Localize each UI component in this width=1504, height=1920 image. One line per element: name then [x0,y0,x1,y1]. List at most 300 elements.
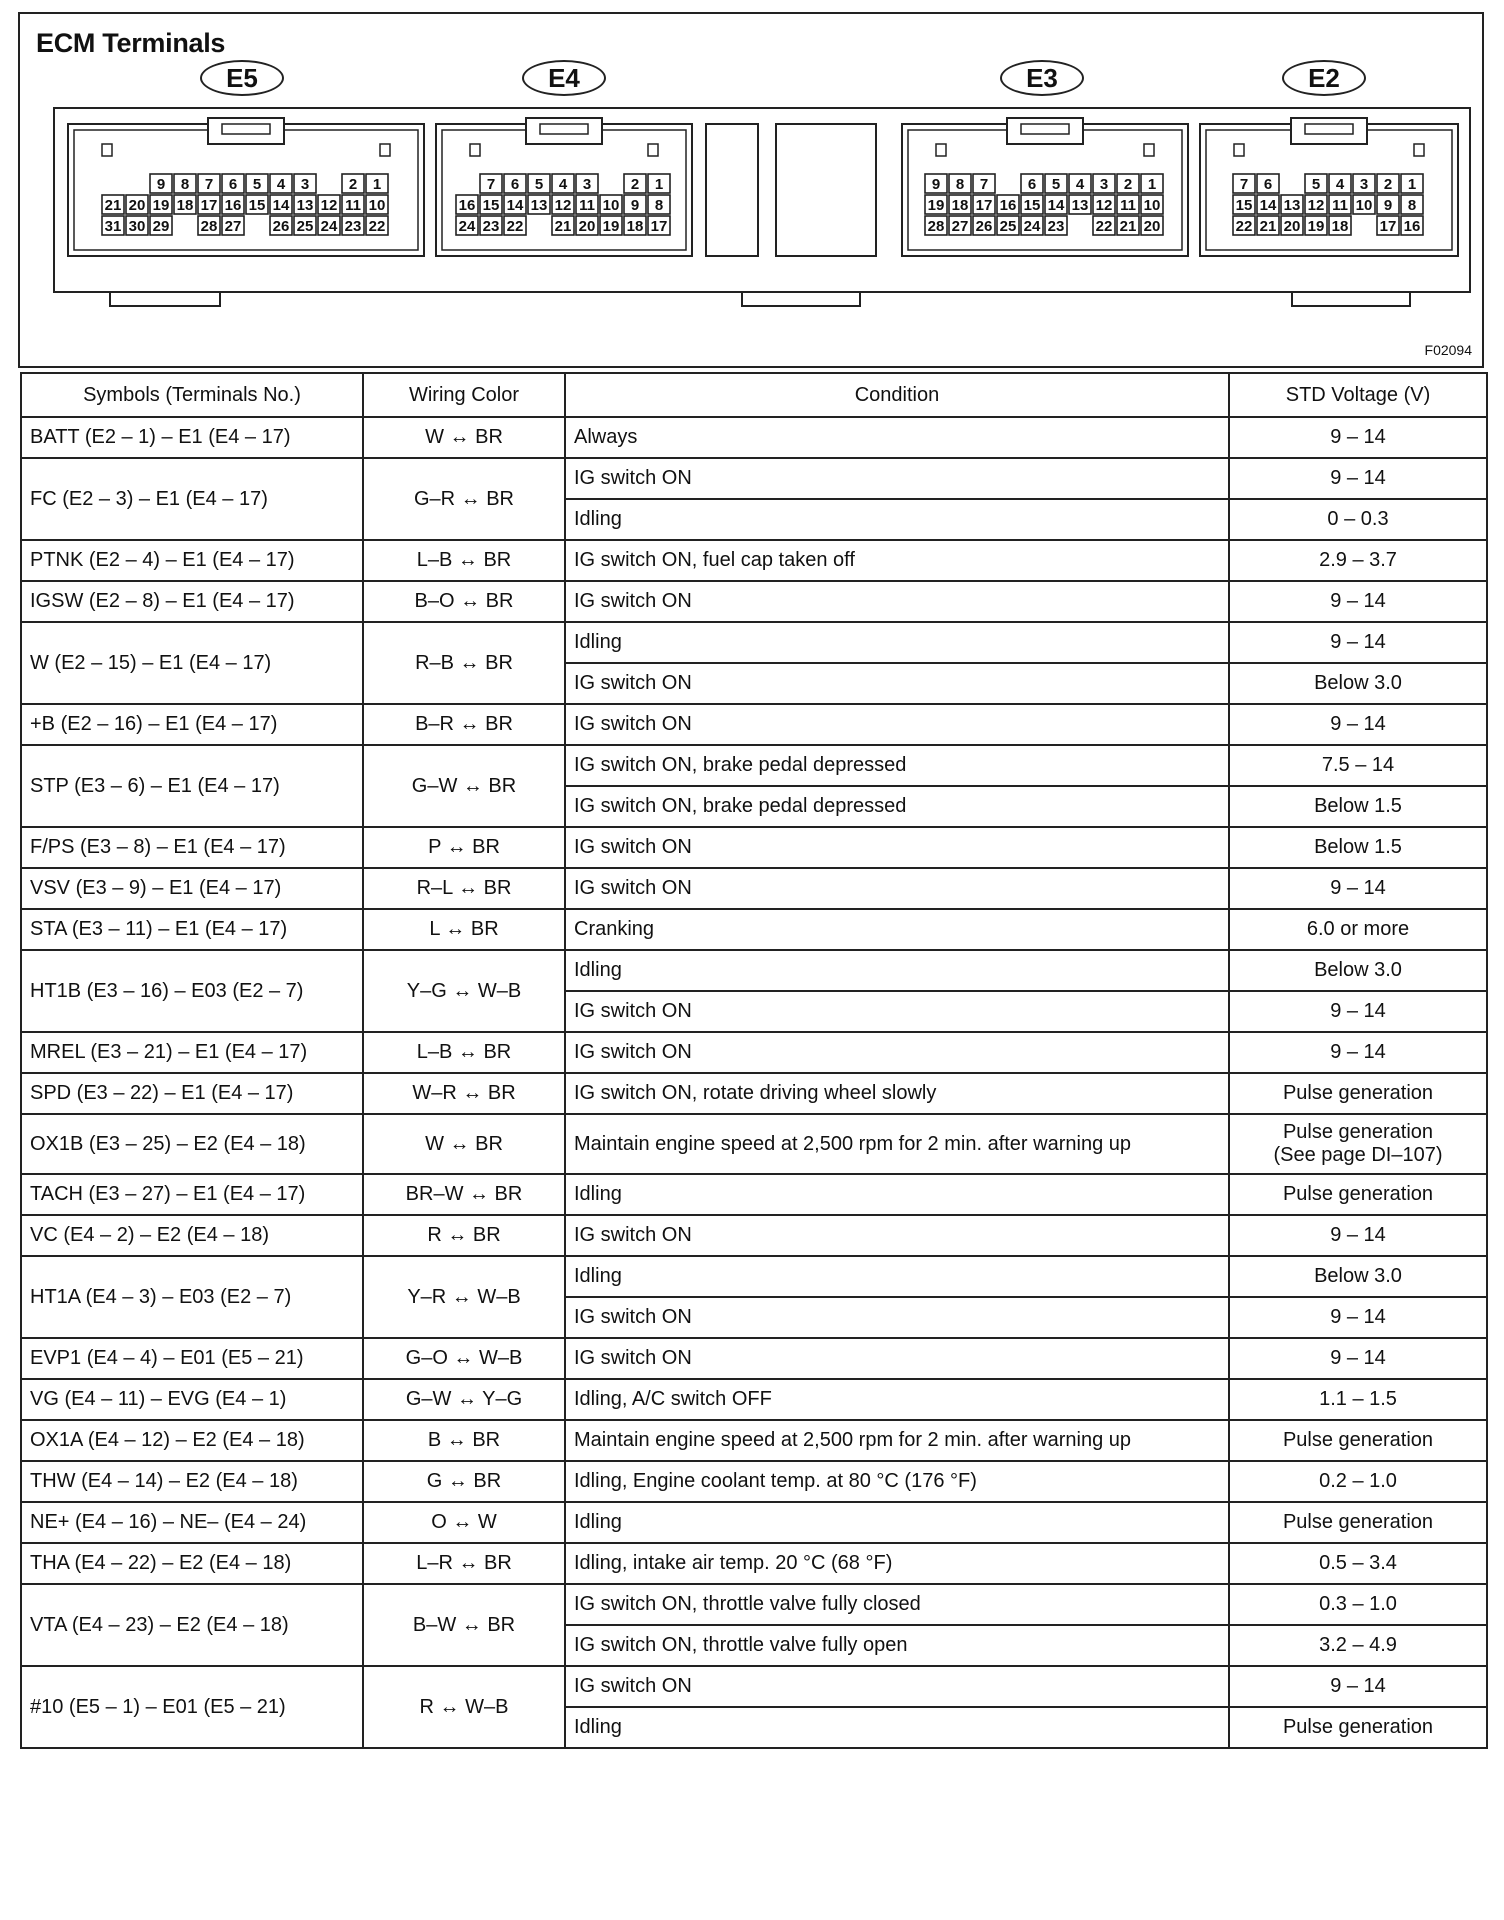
cell-condition: Idling, Engine coolant temp. at 80 °C (176 °F) [565,1461,1229,1502]
pin-number: 22 [368,218,386,235]
cell-std-voltage [1229,1502,1487,1543]
cell-symbol: IGSW (E2 – 8) – E1 (E4 – 17) [21,581,363,622]
pin-number: 27 [224,218,242,235]
cell-std-voltage [1229,1461,1487,1502]
cell-symbol: HT1A (E4 – 3) – E03 (E2 – 7) [21,1256,363,1338]
cell-symbol: VTA (E4 – 23) – E2 (E4 – 18) [21,1584,363,1666]
cell-symbol: VC (E4 – 2) – E2 (E4 – 18) [21,1215,363,1256]
cell-std-voltage [1229,827,1487,868]
connector-label-e2: E2 [1282,60,1366,96]
pin-number: 20 [1283,218,1301,235]
pin-number: 15 [1235,197,1253,214]
cell-std-voltage [1229,1707,1487,1748]
voltage-value: Pulse generation [1282,1511,1434,1533]
voltage-value: 9 – 14 [1330,1306,1386,1328]
cell-wiring-color: G–W ↔ Y–G [363,1379,565,1420]
pin-number: 26 [975,218,993,235]
pin-number: 3 [1099,176,1109,193]
voltage-value: Below 3.0 [1314,959,1402,981]
cell-std-voltage [1229,663,1487,704]
pin-number: 13 [530,197,548,214]
pin-number: 6 [510,176,520,193]
cell-wiring-color: B–O ↔ BR [363,581,565,622]
housing-tab [110,292,220,306]
cell-condition: Idling [565,1707,1229,1748]
cell-wiring-color: B–R ↔ BR [363,704,565,745]
table-row [21,540,1487,581]
pin-number: 21 [554,218,572,235]
pin-number: 13 [296,197,314,214]
voltage-value: Below 1.5 [1314,795,1402,817]
connector-e3 [902,118,1188,256]
cell-condition: Cranking [565,909,1229,950]
cell-condition: IG switch ON [565,1297,1229,1338]
cell-symbol: W (E2 – 15) – E1 (E4 – 17) [21,622,363,704]
voltage-value: 0.5 – 3.4 [1319,1552,1397,1574]
header-std-voltage: STD Voltage (V) [1229,373,1487,417]
cell-symbol: FC (E2 – 3) – E1 (E4 – 17) [21,458,363,540]
pin-number: 12 [320,197,338,214]
blank-block [706,124,758,256]
cell-condition: IG switch ON [565,663,1229,704]
pin-number: 30 [128,218,146,235]
pin-number: 9 [156,176,166,193]
pin-number: 13 [1071,197,1089,214]
connector-e4 [436,118,692,256]
cell-condition: IG switch ON [565,1338,1229,1379]
cell-wiring-color: G ↔ BR [363,1461,565,1502]
table-row [21,1584,1487,1625]
cell-symbol: NE+ (E4 – 16) – NE– (E4 – 24) [21,1502,363,1543]
table-row [21,1461,1487,1502]
table-row [21,950,1487,991]
table-row [21,745,1487,786]
voltage-value: 0.2 – 1.0 [1319,1470,1397,1492]
connector-peg [380,144,390,156]
pin-number: 26 [272,218,290,235]
pin-number: 5 [1311,176,1321,193]
cell-wiring-color: BR–W ↔ BR [363,1174,565,1215]
cell-condition: IG switch ON [565,1215,1229,1256]
voltage-note: (See page DI–107) [1273,1144,1443,1166]
cell-symbol: OX1A (E4 – 12) – E2 (E4 – 18) [21,1420,363,1461]
cell-wiring-color: B–W ↔ BR [363,1584,565,1666]
pin-number: 15 [482,197,500,214]
cell-wiring-color: B ↔ BR [363,1420,565,1461]
pin-number: 14 [1259,197,1277,214]
pin-number: 27 [951,218,969,235]
cell-std-voltage [1229,540,1487,581]
voltage-value: 9 – 14 [1330,1347,1386,1369]
pin-number: 8 [654,197,664,214]
cell-std-voltage [1229,1420,1487,1461]
cell-std-voltage [1229,581,1487,622]
pin-number: 17 [1379,218,1397,235]
table-header-row [21,373,1487,417]
pin-number: 16 [999,197,1017,214]
pin-number: 11 [579,197,595,214]
connector-label-e5: E5 [200,60,284,96]
cell-std-voltage [1229,1032,1487,1073]
cell-condition: Idling, intake air temp. 20 °C (68 °F) [565,1543,1229,1584]
pin-number: 23 [1047,218,1065,235]
cell-std-voltage [1229,868,1487,909]
connector-latch [208,118,284,144]
cell-wiring-color: Y–G ↔ W–B [363,950,565,1032]
table-row [21,1073,1487,1114]
voltage-value: 7.5 – 14 [1321,754,1395,776]
voltage-value: 3.2 – 4.9 [1319,1634,1397,1656]
table-row [21,1114,1487,1174]
pin-number: 3 [582,176,592,193]
pin-number: 2 [1123,176,1133,193]
table-row [21,1174,1487,1215]
cell-condition: Maintain engine speed at 2,500 rpm for 2 min. after warning up [565,1114,1229,1174]
pin-number: 7 [204,176,214,193]
table-row [21,1543,1487,1584]
pin-number: 15 [1023,197,1041,214]
pin-number: 19 [152,197,170,214]
pin-number: 21 [1259,218,1277,235]
voltage-value: 9 – 14 [1330,1000,1386,1022]
cell-symbol: STP (E3 – 6) – E1 (E4 – 17) [21,745,363,827]
cell-std-voltage [1229,1073,1487,1114]
cell-condition: IG switch ON, rotate driving wheel slowly [565,1073,1229,1114]
voltage-value: Below 3.0 [1314,1265,1402,1287]
table-row [21,1502,1487,1543]
cell-std-voltage [1229,704,1487,745]
cell-wiring-color: L–B ↔ BR [363,540,565,581]
cell-condition: Always [565,417,1229,458]
cell-wiring-color: R–B ↔ BR [363,622,565,704]
cell-wiring-color: G–R ↔ BR [363,458,565,540]
pin-number: 25 [999,218,1017,235]
cell-symbol: SPD (E3 – 22) – E1 (E4 – 17) [21,1073,363,1114]
table-row [21,1666,1487,1707]
table-row [21,1338,1487,1379]
cell-condition: IG switch ON [565,1032,1229,1073]
pin-number: 11 [1120,197,1136,214]
voltage-value: Pulse generation [1282,1082,1434,1104]
cell-wiring-color: G–W ↔ BR [363,745,565,827]
voltage-value: 9 – 14 [1330,877,1386,899]
cell-condition: IG switch ON [565,1666,1229,1707]
connector-latch [526,118,602,144]
cell-condition: IG switch ON, throttle valve fully closed [565,1584,1229,1625]
cell-symbol: +B (E2 – 16) – E1 (E4 – 17) [21,704,363,745]
cell-std-voltage [1229,499,1487,540]
voltage-value: Pulse generation [1282,1121,1434,1143]
connector-peg [102,144,112,156]
pin-number: 7 [486,176,496,193]
table-row [21,868,1487,909]
pin-number: 24 [320,218,338,235]
pin-number: 20 [128,197,146,214]
cell-std-voltage [1229,909,1487,950]
table-body [21,417,1487,1748]
cell-wiring-color: L–R ↔ BR [363,1543,565,1584]
cell-wiring-color: W–R ↔ BR [363,1073,565,1114]
cell-std-voltage [1229,1114,1487,1174]
pin-number: 23 [344,218,362,235]
housing-tab [1292,292,1410,306]
pin-number: 31 [104,218,122,235]
pin-number: 5 [534,176,544,193]
pin-number: 12 [554,197,572,214]
cell-condition: IG switch ON, throttle valve fully open [565,1625,1229,1666]
cell-condition: Idling [565,1502,1229,1543]
cell-symbol: THW (E4 – 14) – E2 (E4 – 18) [21,1461,363,1502]
table-row [21,704,1487,745]
pin-number: 17 [200,197,218,214]
cell-symbol: VSV (E3 – 9) – E1 (E4 – 17) [21,868,363,909]
cell-wiring-color: W ↔ BR [363,1114,565,1174]
pin-number: 17 [650,218,668,235]
cell-condition: IG switch ON [565,458,1229,499]
pin-number: 18 [951,197,969,214]
voltage-value: 9 – 14 [1330,467,1386,489]
cell-condition: IG switch ON, brake pedal depressed [565,786,1229,827]
cell-std-voltage [1229,458,1487,499]
cell-condition: Idling [565,622,1229,663]
cell-condition: IG switch ON [565,868,1229,909]
cell-symbol: F/PS (E3 – 8) – E1 (E4 – 17) [21,827,363,868]
figure-code: F02094 [1424,342,1472,358]
cell-std-voltage [1229,1379,1487,1420]
connector-peg [936,144,946,156]
connector-latch [1291,118,1367,144]
pin-number: 22 [506,218,524,235]
cell-std-voltage [1229,745,1487,786]
pin-number: 6 [1263,176,1273,193]
pin-number: 9 [630,197,640,214]
pin-number: 12 [1095,197,1113,214]
table-row [21,1256,1487,1297]
cell-std-voltage [1229,1174,1487,1215]
cell-condition: IG switch ON [565,827,1229,868]
table-row [21,1215,1487,1256]
pin-number: 17 [975,197,993,214]
pin-number: 6 [1027,176,1037,193]
connector-peg [1234,144,1244,156]
pin-number: 10 [1355,197,1373,214]
pin-number: 21 [104,197,122,214]
pin-number: 7 [979,176,989,193]
table-row [21,827,1487,868]
cell-std-voltage [1229,1625,1487,1666]
connector-peg [470,144,480,156]
connector-peg [1144,144,1154,156]
pin-number: 24 [1023,218,1041,235]
pin-number: 20 [1143,218,1161,235]
pin-number: 28 [200,218,218,235]
voltage-value: Pulse generation [1282,1183,1434,1205]
cell-condition: Idling [565,499,1229,540]
voltage-value: Below 1.5 [1314,836,1402,858]
table-row [21,458,1487,499]
connector-e2 [1200,118,1458,256]
voltage-value: 0 – 0.3 [1327,508,1389,530]
pin-number: 25 [296,218,314,235]
pin-number: 4 [558,176,568,193]
voltage-value: 9 – 14 [1330,1675,1386,1697]
pin-number: 15 [248,197,266,214]
table-row [21,1379,1487,1420]
pin-number: 8 [1407,197,1417,214]
cell-condition: IG switch ON [565,991,1229,1032]
cell-condition: IG switch ON, fuel cap taken off [565,540,1229,581]
cell-condition: Maintain engine speed at 2,500 rpm for 2 min. after warning up [565,1420,1229,1461]
cell-symbol: EVP1 (E4 – 4) – E01 (E5 – 21) [21,1338,363,1379]
cell-std-voltage [1229,1215,1487,1256]
cell-symbol: HT1B (E3 – 16) – E03 (E2 – 7) [21,950,363,1032]
pin-number: 19 [1307,218,1325,235]
cell-symbol: TACH (E3 – 27) – E1 (E4 – 17) [21,1174,363,1215]
ecm-terminal-diagram [18,12,1484,368]
pin-number: 10 [602,197,620,214]
cell-std-voltage [1229,1256,1487,1297]
pin-number: 14 [1047,197,1065,214]
pin-number: 18 [626,218,644,235]
cell-wiring-color: L ↔ BR [363,909,565,950]
pin-number: 21 [1119,218,1137,235]
cell-symbol: #10 (E5 – 1) – E01 (E5 – 21) [21,1666,363,1748]
header-wiring-color: Wiring Color [363,373,565,417]
table-row [21,909,1487,950]
pin-number: 5 [252,176,262,193]
cell-std-voltage [1229,1338,1487,1379]
voltage-value: 1.1 – 1.5 [1319,1388,1397,1410]
cell-symbol: VG (E4 – 11) – EVG (E4 – 1) [21,1379,363,1420]
housing-tab [742,292,860,306]
cell-std-voltage [1229,786,1487,827]
pin-number: 11 [345,197,361,214]
pin-number: 16 [458,197,476,214]
pin-number: 9 [931,176,941,193]
pin-number: 1 [1407,176,1417,193]
voltage-value: 9 – 14 [1330,631,1386,653]
cell-wiring-color: Y–R ↔ W–B [363,1256,565,1338]
voltage-value: 9 – 14 [1330,426,1386,448]
table-row [21,417,1487,458]
voltage-value: 6.0 or more [1306,918,1410,940]
cell-std-voltage [1229,991,1487,1032]
table-row [21,1032,1487,1073]
pin-number: 3 [300,176,310,193]
cell-condition: Idling [565,1174,1229,1215]
cell-symbol: PTNK (E2 – 4) – E1 (E4 – 17) [21,540,363,581]
pin-number: 22 [1235,218,1253,235]
connector-label-e3: E3 [1000,60,1084,96]
pin-number: 7 [1239,176,1249,193]
header-condition: Condition [565,373,1229,417]
pin-number: 4 [1075,176,1085,193]
pin-number: 2 [630,176,640,193]
voltage-value: Pulse generation [1282,1429,1434,1451]
cell-symbol: STA (E3 – 11) – E1 (E4 – 17) [21,909,363,950]
pin-number: 8 [180,176,190,193]
pin-number: 13 [1283,197,1301,214]
connector-peg [1414,144,1424,156]
cell-symbol: BATT (E2 – 1) – E1 (E4 – 17) [21,417,363,458]
pin-number: 6 [228,176,238,193]
table-row [21,622,1487,663]
cell-wiring-color: G–O ↔ W–B [363,1338,565,1379]
pin-number: 4 [276,176,286,193]
pin-number: 20 [578,218,596,235]
pin-number: 28 [927,218,945,235]
pin-number: 29 [152,218,170,235]
pin-number: 2 [348,176,358,193]
pin-number: 18 [176,197,194,214]
header-symbols: Symbols (Terminals No.) [21,373,363,417]
cell-symbol: THA (E4 – 22) – E2 (E4 – 18) [21,1543,363,1584]
pin-number: 18 [1331,218,1349,235]
pin-number: 16 [1403,218,1421,235]
table-row [21,581,1487,622]
cell-condition: Idling, A/C switch OFF [565,1379,1229,1420]
pin-number: 1 [1147,176,1157,193]
pin-number: 10 [1143,197,1161,214]
pin-number: 5 [1051,176,1061,193]
pin-number: 22 [1095,218,1113,235]
pin-number: 11 [1332,197,1348,214]
voltage-value: 9 – 14 [1330,1224,1386,1246]
pin-number: 14 [506,197,524,214]
cell-std-voltage [1229,417,1487,458]
pin-number: 4 [1335,176,1345,193]
diagram-title: ECM Terminals [36,28,226,58]
cell-std-voltage [1229,1297,1487,1338]
connector-peg [648,144,658,156]
voltage-value: 2.9 – 3.7 [1319,549,1397,571]
pin-number: 10 [368,197,386,214]
voltage-value: 9 – 14 [1330,713,1386,735]
cell-condition: IG switch ON [565,581,1229,622]
cell-std-voltage [1229,950,1487,991]
pin-number: 19 [602,218,620,235]
pin-number: 23 [482,218,500,235]
cell-condition: Idling [565,950,1229,991]
cell-wiring-color: R ↔ BR [363,1215,565,1256]
pin-number: 19 [927,197,945,214]
voltage-value: Below 3.0 [1314,672,1402,694]
voltage-value: 9 – 14 [1330,590,1386,612]
cell-symbol: MREL (E3 – 21) – E1 (E4 – 17) [21,1032,363,1073]
cell-condition: Idling [565,1256,1229,1297]
cell-wiring-color: R–L ↔ BR [363,868,565,909]
cell-std-voltage [1229,1584,1487,1625]
cell-std-voltage [1229,622,1487,663]
voltage-value: 0.3 – 1.0 [1319,1593,1397,1615]
connector-latch [1007,118,1083,144]
pin-number: 1 [654,176,664,193]
connector-e5 [68,118,424,256]
pin-number: 2 [1383,176,1393,193]
cell-wiring-color: L–B ↔ BR [363,1032,565,1073]
cell-std-voltage [1229,1666,1487,1707]
cell-wiring-color: R ↔ W–B [363,1666,565,1748]
table-row [21,1420,1487,1461]
pin-number: 1 [372,176,382,193]
cell-condition: IG switch ON, brake pedal depressed [565,745,1229,786]
blank-block [776,124,876,256]
voltage-value: 9 – 14 [1330,1041,1386,1063]
cell-condition: IG switch ON [565,704,1229,745]
pin-number: 12 [1307,197,1325,214]
cell-wiring-color: P ↔ BR [363,827,565,868]
cell-symbol: OX1B (E3 – 25) – E2 (E4 – 18) [21,1114,363,1174]
